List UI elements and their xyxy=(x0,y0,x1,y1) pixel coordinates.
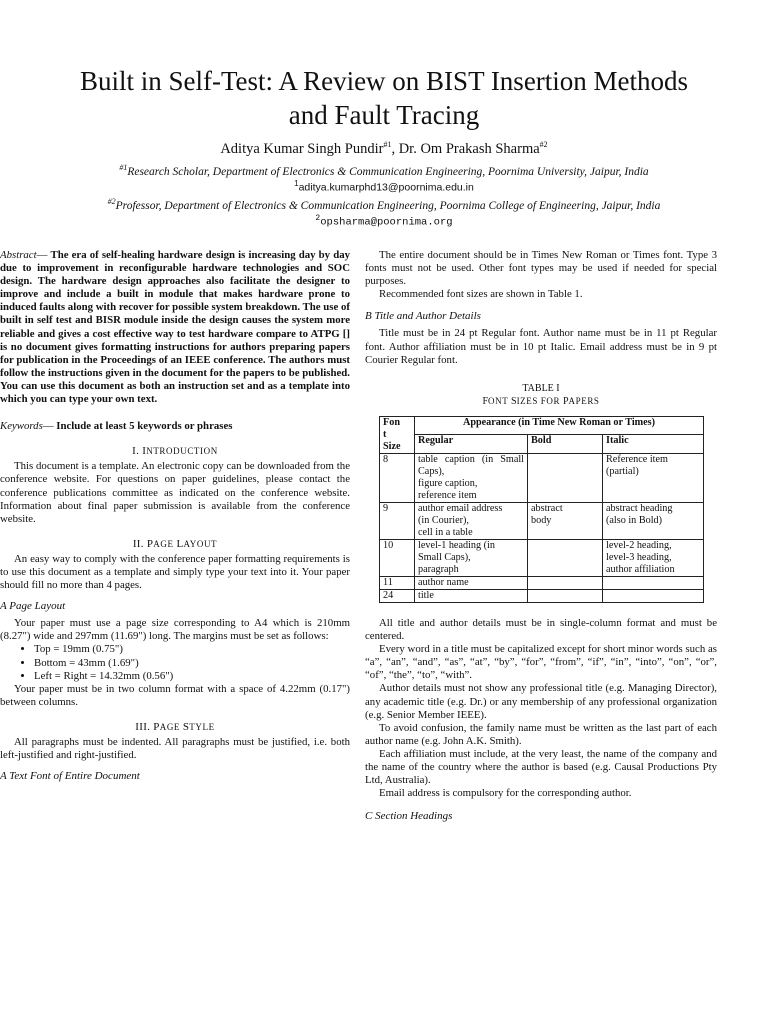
table-caption-title: FONT SIZES FOR PAPERS xyxy=(482,395,600,407)
section-heading-introduction: I. INTRODUCTION xyxy=(132,445,218,458)
subheading-title-author: B Title and Author Details xyxy=(365,310,481,323)
keywords-dash: — xyxy=(42,420,57,433)
subheading-section-headings: C Section Headings xyxy=(365,810,453,823)
table-row xyxy=(380,539,704,576)
email-2-sup: 2 xyxy=(315,214,321,223)
abstract xyxy=(0,249,350,406)
section-heading-page-layout: II. PAGE LAYOUT xyxy=(132,537,218,550)
table-cell: title xyxy=(415,589,528,602)
title-author-paragraph: Title must be in 24 pt Regular font. Author name must be in 11 pt Regular font. Author affiliation must be in 10 pt Italic. Email address must be in 9 pt Courier Regular font. xyxy=(365,327,717,366)
email-1 xyxy=(0,179,768,194)
page-layout-paragraph: Your paper must use a page size corresponding to A4 which is 210mm (8.27") wide and 297mm (11.69") long. The margins must be set as follows: xyxy=(0,617,350,643)
keywords xyxy=(0,420,350,433)
table-cell: 24 xyxy=(380,589,415,602)
author-2-name: , Dr. Om Prakash Sharma xyxy=(391,140,540,157)
paper-title xyxy=(0,64,768,132)
table-row xyxy=(380,453,704,502)
after-table-paragraph-5: Each affiliation must include, at the very least, the name of the company and the name of the country where the author is based (e.g. Causal Productions Pty Ltd, Australia). xyxy=(365,747,717,787)
abstract-text: The era of self-healing hardware design is increasing day by day due to improvement in reconfigurable hardware technologies and SOC design. The hardware design approaches also facilitate the designer to improve and include a built in module that makes hardware prone to induced faults along with recover for possible system breakdown. The use of built in self test and BISR module inside the design causes the system more reliable and gives a cost effective way to test hardware compare to ATPG [] is no document gives formatting instructions for authors preparing papers for publication in the Proceedings of an IEEE conference. The authors must follow the instructions given in the document for the papers to be published. You can use this document as both an instruction set and as a template into which you can type your own text. xyxy=(0,249,350,406)
title-line-1: Built in Self-Test: A Review on BIST Insertion Methods xyxy=(79,66,689,96)
email-1-sup: 1 xyxy=(294,179,299,188)
table-cell: level-1 heading (in Small Caps), paragraph xyxy=(415,539,528,576)
table-header-bold: Bold xyxy=(528,435,603,454)
table-cell: level-2 heading, level-3 heading, author affiliation xyxy=(603,539,704,576)
table-cell: table caption (in Small Caps), figure caption, reference item xyxy=(415,453,528,502)
affiliation-2-text: Professor, Department of Electronics & Communication Engineering, Poornima College of Engineering, Jaipur, India xyxy=(115,199,661,212)
margin-list xyxy=(0,643,350,682)
table-cell xyxy=(528,453,603,502)
list-item: • Top = 19mm (0.75") xyxy=(34,643,350,656)
page-style-paragraph: All paragraphs must be indented. All paragraphs must be justified, i.e. both left-justified and right-justified. xyxy=(0,736,350,762)
after-table-paragraph-3: Author details must not show any professional title (e.g. Managing Director), any academic title (e.g. Dr.) or any membership of any professional organization (e.g. Senior Member IEEE). xyxy=(365,682,717,721)
affiliation-1 xyxy=(0,163,768,178)
list-item: • Bottom = 43mm (1.69") xyxy=(34,657,350,670)
table-header-size: Fon t Size xyxy=(380,416,415,453)
left-column xyxy=(0,249,350,783)
font-size-table xyxy=(379,416,704,603)
email-1-text: aditya.kumarphd13@poornima.edu.in xyxy=(298,181,474,194)
table-cell xyxy=(528,576,603,589)
table-cell: 8 xyxy=(380,453,415,502)
table-row xyxy=(380,576,704,589)
table-cell xyxy=(603,589,704,602)
author-line xyxy=(0,140,768,158)
table-row xyxy=(380,589,704,602)
table-caption-number: TABLE I xyxy=(522,382,560,394)
section-heading-page-style: III. PAGE STYLE xyxy=(135,720,215,733)
abstract-dash: — xyxy=(36,249,51,261)
table-row xyxy=(380,435,704,454)
affiliation-1-sup: #1 xyxy=(119,163,128,172)
table-row xyxy=(380,416,704,435)
email-2-text: opsharma@poornima.org xyxy=(320,216,453,229)
table-cell xyxy=(528,539,603,576)
table-cell xyxy=(603,576,704,589)
column-format-paragraph: Your paper must be in two column format with a space of 4.22mm (0.17") between columns. xyxy=(0,682,350,708)
email-2 xyxy=(0,214,768,229)
title-line-2: and Fault Tracing xyxy=(288,100,480,130)
affiliation-2 xyxy=(0,197,768,212)
affiliation-2-sup: #2 xyxy=(107,197,116,206)
author-1-name: Aditya Kumar Singh Pundir xyxy=(220,140,384,157)
table-header-regular: Regular xyxy=(415,435,528,454)
layout-paragraph: An easy way to comply with the conference paper formatting requirements is to use this document as a template and simply type your text into it. Your paper should fill no more than 4 pages. xyxy=(0,552,350,592)
table-cell: author name xyxy=(415,576,528,589)
table-cell: Reference item (partial) xyxy=(603,453,704,502)
author-2-sup: #2 xyxy=(539,140,548,149)
table-cell: 11 xyxy=(380,576,415,589)
table-cell: abstract body xyxy=(528,502,603,539)
subheading-page-layout: A Page Layout xyxy=(0,600,66,613)
author-1-sup: #1 xyxy=(383,140,392,149)
right-column xyxy=(365,249,717,823)
after-table-paragraph-6: Email address is compulsory for the corresponding author. xyxy=(379,787,632,800)
font-paragraph-2: Recommended font sizes are shown in Table 1. xyxy=(379,288,583,301)
table-cell xyxy=(528,589,603,602)
font-paragraph: The entire document should be in Times New Roman or Times font. Type 3 fonts must not be used. Other font types may be used if needed for special purposes. xyxy=(365,249,717,288)
abstract-label: Abstract xyxy=(0,249,37,261)
table-row xyxy=(380,502,704,539)
subheading-text-font: A Text Font of Entire Document xyxy=(0,770,140,783)
after-table-paragraph-2: Every word in a title must be capitalized except for short minor words such as “a”, “an”, “and”, “as”, “at”, “by”, “for”, “from”, “if”, “in”, “into”, “on”, “or”, “of”, “the”, “to”, “with”. xyxy=(365,643,717,682)
table-header-appearance: Appearance (in Time New Roman or Times) xyxy=(415,416,704,435)
intro-paragraph: This document is a template. An electronic copy can be downloaded from the conference website. For questions on paper guidelines, please contact the conference publications committee as indicated on the conference website. Information about final paper submission is available from the conference website. xyxy=(0,460,350,525)
table-header-italic: Italic xyxy=(603,435,704,454)
after-table-paragraph-1: All title and author details must be in single-column format and must be centered. xyxy=(365,616,717,643)
table-cell: author email address (in Courier), cell in a table xyxy=(415,502,528,539)
table-cell: 9 xyxy=(380,502,415,539)
keywords-label: Keywords xyxy=(0,420,43,433)
list-item: • Left = Right = 14.32mm (0.56") xyxy=(34,670,350,683)
after-table-paragraph-4: To avoid confusion, the family name must be written as the last part of each author name (e.g. John A.K. Smith). xyxy=(365,721,717,747)
table-cell: 10 xyxy=(380,539,415,576)
table-cell: abstract heading (also in Bold) xyxy=(603,502,704,539)
affiliation-1-text: Research Scholar, Department of Electronics & Communication Engineering, Poornima University, Jaipur, India xyxy=(127,165,649,178)
keywords-text: Include at least 5 keywords or phrases xyxy=(56,420,233,433)
